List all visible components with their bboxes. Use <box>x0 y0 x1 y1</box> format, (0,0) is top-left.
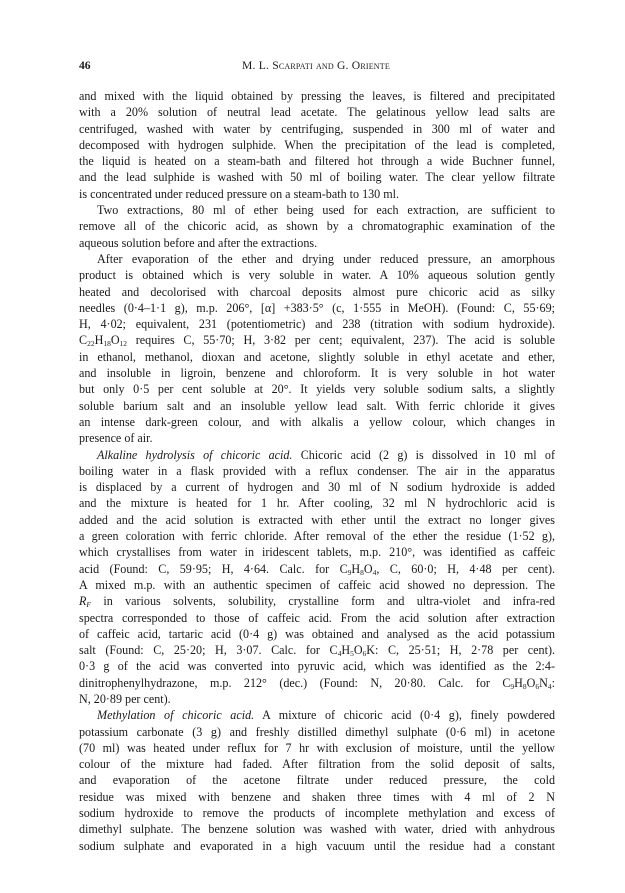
text-fragment: , C, 60·0; H, 4·48 per cent). <box>376 561 556 576</box>
subscript: 4 <box>547 681 552 691</box>
text-line: and the mixture is heated for 1 hr. After cooling, 32 ml N hydrochloric acid is <box>79 496 555 511</box>
subscript: 6 <box>362 649 367 659</box>
subscript: 9 <box>510 681 515 691</box>
text-line: colour of the mixture had faded. After filtration from the solid deposit of salts, <box>79 757 555 772</box>
text-fragment: in various solvents, solubility, crystalline form and ultra-violet and infra-red <box>90 594 555 609</box>
text-line: A mixed m.p. with an authentic specimen of caffeic acid showed no depression. The <box>79 577 555 592</box>
subscript: 4 <box>372 567 377 577</box>
text-line: a green coloration with ferric chloride. After removal of the ether the residue (1·52 g), <box>79 529 555 544</box>
text-line: spectra corresponded to those of caffeic acid. From the acid solution after extraction <box>79 610 555 625</box>
text-line: with a 20% solution of neutral lead acetate. The gelatinous yellow lead salts are <box>79 105 555 120</box>
text-line: N, 20·89 per cent). <box>79 691 171 706</box>
formula-part: C <box>79 333 88 348</box>
text-fragment: A mixture of chicoric acid (0·4 g), finely powdered <box>254 708 555 723</box>
text-line: soluble barium salt and an insoluble yellow lead salt. With ferric chloride it gives <box>79 398 555 413</box>
section-heading: Alkaline hydrolysis of chicoric acid. <box>97 447 293 462</box>
text-line: remove all of the chicoric acid, as shown by a chromatographic examination of the <box>79 219 555 234</box>
text-fragment: acid (Found: C, 59·95; H, 4·64. Calc. for C <box>79 561 348 576</box>
section-heading: Methylation of chicoric acid. <box>97 708 255 723</box>
text-fragment: requires C, 55·70; H, 3·82 per cent; equivalent, 237). The acid is soluble <box>127 333 555 348</box>
formula-part: H <box>341 643 351 658</box>
subscript: 8 <box>360 567 364 577</box>
text-line: residue was mixed with benzene and shaken three times with 4 ml of 2 N <box>79 789 555 804</box>
text-line: sodium sulphate and evaporated in a high vacuum until the residue had a constant <box>79 838 555 853</box>
text-line: sodium hydroxide to remove the products of incomplete methylation and excess of <box>79 806 555 821</box>
formula-part: O <box>110 333 120 348</box>
text-line: which crystallises from water in iridescent tablets, m.p. 210°, was identified as caffeic <box>79 545 555 560</box>
text-line: but only 0·5 per cent soluble at 20°. It yields very soluble sodium salts, a slightly <box>79 382 555 397</box>
text-line: and evaporation of the acetone filtrate under reduced pressure, the cold <box>79 773 555 788</box>
text-line: is displaced by a current of hydrogen and 30 ml of N sodium hydroxide is added <box>79 480 555 495</box>
text-line <box>79 707 555 723</box>
text-line <box>79 675 555 691</box>
text-line: presence of air. <box>79 431 153 446</box>
text-fragment: : <box>551 675 555 690</box>
formula-part: H <box>94 333 104 348</box>
page-header <box>79 58 553 74</box>
subscript: 22 <box>87 339 95 349</box>
text-fragment: Chicoric acid (2 g) is dissolved in 10 ml of <box>292 447 555 462</box>
formula-part: H <box>351 561 361 576</box>
subscript: 5 <box>350 649 354 659</box>
subscript: 18 <box>103 339 111 349</box>
body-text <box>79 88 555 854</box>
subscript: 12 <box>119 339 128 349</box>
formula-part: O <box>353 643 363 658</box>
text-line: in ethanol, methanol, dioxan and acetone, slightly soluble in ethyl acetate and ether, <box>79 349 555 364</box>
formula-part: O <box>363 561 373 576</box>
text-fragment: dinitrophenylhydrazone, m.p. 212° (dec.) (Found: N, 20·80. Calc. for C <box>79 675 511 690</box>
subscript: 8 <box>522 681 527 691</box>
subscript: 4 <box>337 649 342 659</box>
text-line <box>79 332 555 348</box>
text-line: and insoluble in ligroin, benzene and chloroform. It is very soluble in hot water <box>79 366 555 381</box>
running-head: M. L. Scarpati and G. Oriente <box>242 59 390 72</box>
text-line: Two extractions, 80 ml of ether being used for each extraction, are sufficient to <box>97 203 555 218</box>
text-fragment: salt (Found: C, 25·20; H, 3·07. Calc. for C <box>79 643 338 658</box>
text-line: centrifuged, washed with water by centrifuging, suspended in 300 ml of water and <box>79 121 555 136</box>
page-number: 46 <box>79 59 91 72</box>
text-line: dimethyl sulphate. The benzene solution was washed with water, dried with anhydrous <box>79 822 555 837</box>
formula-part: O <box>526 675 536 690</box>
text-line: of caffeic acid, tartaric acid (0·4 g) was obtained and analysed as the acid potassium <box>79 626 555 641</box>
text-line <box>79 447 555 463</box>
text-line: decomposed with hydrogen sulphide. When the precipitation of the lead is completed, <box>79 137 555 152</box>
text-line: is concentrated under reduced pressure on a steam-bath to 130 ml. <box>79 186 400 201</box>
text-line: product is obtained which is very soluble in water. A 10% aqueous solution gently <box>79 268 555 283</box>
text-line: potassium carbonate (3 g) and freshly distilled dimethyl sulphate (0·6 ml) in acetone <box>79 724 555 739</box>
subscript: 9 <box>347 567 352 577</box>
text-line: 0·3 g of the acid was converted into pyruvic acid, which was identified as the 2:4- <box>79 659 555 674</box>
subscript: F <box>86 600 91 610</box>
text-line: aqueous solution before and after the extractions. <box>79 235 318 250</box>
text-line: added and the acid solution is extracted with ether until the extract no longer gives <box>79 512 555 527</box>
text-line <box>79 642 555 658</box>
text-line: an intense dark-green colour, and with alkalis a yellow colour, which changes in <box>79 414 555 429</box>
text-line: and mixed with the liquid obtained by pressing the leaves, is filtered and precipitated <box>79 89 555 103</box>
formula-part: H <box>514 675 523 690</box>
text-line <box>79 561 555 577</box>
text-line: needles (0·4–1·1 g), m.p. 206°, [α] +383·5° (c, 1·555 in MeOH). (Found: C, 55·69; <box>79 300 555 315</box>
text-line: heated and decolorised with charcoal deposits almost pure chicoric acid as silky <box>79 284 555 299</box>
text-line <box>79 593 555 609</box>
formula-part: N <box>539 675 548 690</box>
text-line: boiling water in a flask provided with a reflux condenser. The air in the apparatus <box>79 463 555 478</box>
text-line: H, 4·02; equivalent, 231 (potentiometric) and 238 (titration with sodium hydroxide). <box>79 317 555 332</box>
text-line: and the lead sulphide is washed with 50 ml of boiling water. The clear yellow filtrate <box>79 170 555 185</box>
text-fragment: K: C, 25·51; H, 2·78 per cent). <box>366 643 555 658</box>
text-line: (70 ml) was heated under reflux for 7 hr with exclusion of moisture, until the yellow <box>79 740 555 755</box>
subscript: 6 <box>535 681 540 691</box>
text-line: After evaporation of the ether and drying under reduced pressure, an amorphous <box>97 251 555 266</box>
formula-part: R <box>79 594 87 609</box>
text-line: the liquid is heated on a steam-bath and filtered hot through a wide Buchner funnel, <box>79 154 555 169</box>
